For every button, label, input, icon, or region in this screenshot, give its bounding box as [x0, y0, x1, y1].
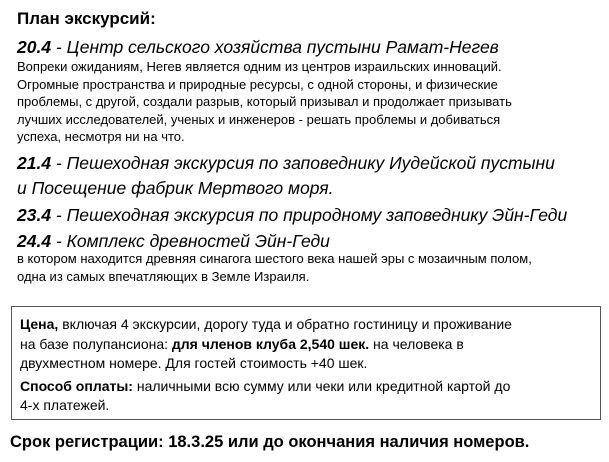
tour-4-date: 24.4 [17, 231, 52, 251]
tour-3-name: - Пешеходная экскурсия по природному заповеднику Эйн-Геди [51, 205, 568, 225]
price-basis-text: на базе полупансиона: [20, 336, 172, 352]
tour-2-date: 21.4 [17, 153, 52, 173]
price-info-box [11, 306, 601, 420]
tour-4-desc-line: в котором находится древняя синагога шестого века нашей эры с мозаичным полом, [17, 251, 532, 266]
tour-1-desc-line: Вопреки ожиданиям, Негев является одним из центров израильских инноваций. [17, 59, 502, 74]
price-line-1 [20, 315, 512, 333]
price-per-person-text: на человека в [369, 336, 464, 352]
tour-4-name: - Комплекс древностей Эйн-Геди [51, 231, 330, 251]
tour-1-name: - Центр сельского хозяйства пустыни Рамат-Негев [51, 37, 499, 57]
tour-4-desc-line: одна из самых впечатляющих в Земле Израиля. [17, 268, 310, 284]
tour-1-description [17, 58, 599, 146]
price-line-3: двухместном номере. Для гостей стоимость +40 шек. [20, 355, 368, 371]
tour-1-desc-line: проблемы, с другой, создали разрыв, который призывал и продолжает призывать [17, 94, 512, 110]
payment-line-1 [20, 377, 510, 395]
tour-1-title [17, 35, 499, 59]
tour-2-name-line-2: и Посещение фабрик Мертвого моря. [17, 178, 334, 198]
payment-label: Способ оплаты: [20, 378, 133, 394]
tour-4-description [17, 250, 599, 285]
tour-3-date: 23.4 [17, 205, 52, 225]
price-label: Цена, [20, 316, 59, 332]
tour-1-date: 20.4 [17, 37, 52, 57]
price-line-2 [20, 335, 464, 353]
payment-text: наличными всю сумму или чеки или кредитной картой до [132, 378, 511, 394]
registration-deadline: Срок регистрации: 18.3.25 или до окончания наличия номеров. [10, 433, 530, 451]
tour-1-desc-line: успеха, несмотря ни на что. [17, 129, 185, 145]
member-price: для членов клуба 2,540 шек. [171, 336, 370, 352]
tour-1-desc-line: лучших исследователей, ученых и инженеров - решать проблемы и добиваться [17, 111, 501, 127]
tour-3-title [17, 203, 567, 227]
tour-1-desc-line: Огромные пространства и природные ресурсы, с одной стороны, и физические [17, 76, 498, 92]
payment-line-2: 4-х платежей. [20, 397, 110, 413]
price-text: включая 4 экскурсии, дорогу туда и обратно гостиницу и проживание [58, 316, 512, 332]
tour-2-title-continued [17, 176, 333, 200]
tour-2-title [17, 151, 555, 175]
tour-plan-heading: План экскурсий: [17, 9, 156, 28]
tour-2-name-line-1: - Пешеходная экскурсия по заповеднику Иудейской пустыни [51, 153, 555, 173]
